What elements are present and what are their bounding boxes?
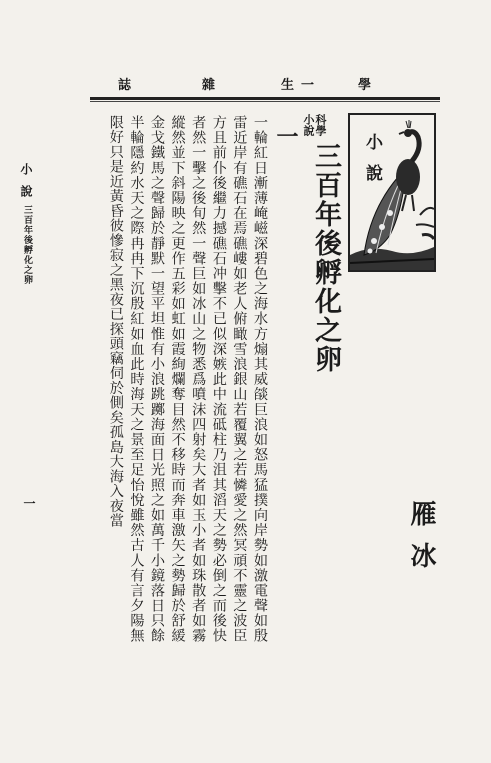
margin-section-label: 小說 [19,163,33,207]
header-rule [90,97,440,100]
margin-running-title: 三百年後孵化之卵 [22,205,32,285]
article-body [46,115,270,643]
paragraph: 一輪紅日漸薄崦嵫深碧色之海水方煽其威燄巨浪如怒馬猛撲向岸勢如激電聲如殷雷近岸有礁石在焉礁嶁如老人俯瞰雪浪銀山若覆翼之若憐愛之然冥頑不靈之波臣方且前仆後繼力撼礁石冲擊不已似深嫉此中流砥柱乃沮其滔天之勢必倒之而後快者然一擊之後旬然一聲巨如冰山之物悉爲噴沫四射矣大者如玉小者如珠散者如霧縱然並下斜陽映之更作五彩如虹如霞絢爛奪目然不移時而奔車激矢之勢歸於舒緩金戈鐵馬之聲歸於靜默一望平坦惟有小浪跳躑海面日光照之如萬千小鏡落日只餘半輪隱約水天之際冉冉下沉殷紅如血此時海天之景至足怡悅雖然古人有言夕陽無限好只是近黃昏彼慘寂之黑夜已探頭竊伺於側矣孤島大海入夜當 [107,115,268,643]
ornament-box [348,113,436,272]
header-char-1: 誌 [118,78,132,93]
page-number: 一 [22,497,36,509]
header-char-3: 生 [281,78,295,93]
header-char-5: 學 [358,78,372,93]
header-rule-thin [90,101,440,102]
author-name: 雁冰 [406,500,436,584]
category-label: 科學小說 [302,114,327,136]
peacock-illustration-icon [350,115,434,270]
section-mark: 一 [273,125,299,147]
ornament-label: 小說 [362,133,382,195]
article-title: 三百年後孵化之卵 [310,142,341,374]
header-char-4: 一 [301,78,315,93]
header-char-2: 雜 [202,78,216,93]
